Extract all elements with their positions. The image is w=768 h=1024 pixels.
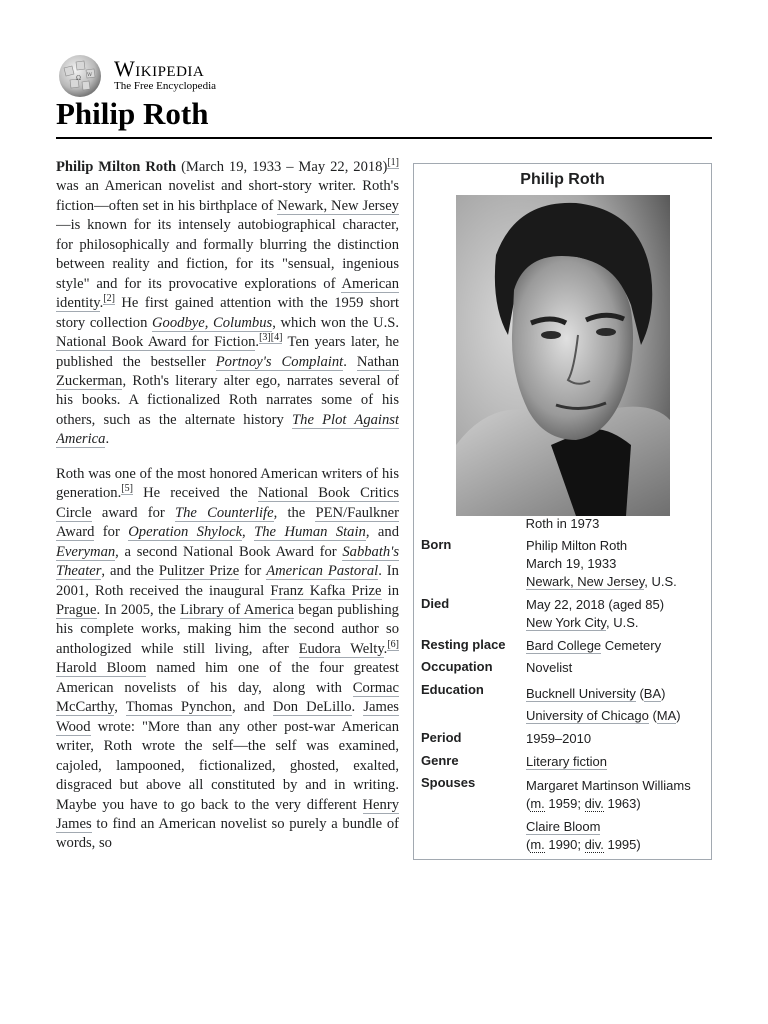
text-span: , U.S. [605,615,639,630]
subject-name: Philip Milton Roth [56,159,177,175]
text-span: . In 2001, Roth received the inaugural [56,563,399,599]
infobox-title: Philip Roth [520,171,605,188]
spouse-2-name [526,818,706,836]
row-education [421,682,706,728]
link-harold-bloom[interactable]: Harold Bloom [56,660,147,677]
link-ba[interactable]: BA [643,686,662,701]
link-bard-college[interactable]: Bard College [526,638,602,653]
label-spouses: Spouses [421,775,476,790]
link-james-wood[interactable]: James Wood [56,699,399,735]
link-died-place[interactable]: New York City [526,615,606,630]
ref-4[interactable] [271,332,283,344]
wikipedia-tagline: The Free Encyclopedia [114,80,217,92]
label-died: Died [421,596,450,611]
text-span: was an American novelist and short-story writer. Roth's fiction—often set in his birthplace of [56,178,399,214]
ref-link[interactable]: [5] [121,483,133,495]
text-span: 1990 [548,837,578,852]
row-genre [421,753,706,773]
link-the-counterlife[interactable]: The Counterlife [174,504,274,521]
died-date: May 22, 2018 (aged 85) [526,597,665,612]
link-born-place[interactable]: Newark, New Jersey [526,574,645,589]
svg-text:W: W [87,72,93,78]
text-span: named him one of the four greatest American novelists of his day, along with [56,660,399,696]
text-span: He first gained attention with the 1959 short story collection [56,295,399,331]
ref-2[interactable] [103,293,115,305]
ref-5[interactable] [121,483,133,495]
ref-6[interactable] [387,639,399,651]
link-newark[interactable]: Newark, New Jersey [277,197,399,214]
died-place [526,614,706,632]
link-cormac-mccarthy[interactable]: Cormac McCarthy [56,679,399,716]
link-nathan-zuckerman[interactable]: Nathan Zuckerman [56,353,399,389]
article-body [56,158,399,874]
svg-text:Ω: Ω [76,75,81,82]
text-span: (March 19, 1933 – May 22, 2018) [176,159,388,175]
text-span: , and [365,524,399,541]
link-goodbye-columbus[interactable]: Goodbye, Columbus [152,314,273,331]
abbr-married: m. [530,837,545,852]
born-place [526,573,706,591]
label-resting-place: Resting place [421,637,506,652]
row-period [421,730,706,750]
link-pen-faulkner[interactable]: PEN/Faulkner Award [56,504,399,541]
value-genre [526,753,706,771]
link-sabbaths-theater[interactable]: Sabbath's Theater [56,543,399,580]
label-period: Period [421,730,462,745]
text-span: . In 2005, the [96,601,181,618]
abbr-divorced: div. [584,796,604,811]
label-genre: Genre [421,753,459,768]
link-eudora-welty[interactable]: Eudora Welty [298,640,384,657]
row-born [421,537,706,593]
text-span: , and [231,699,273,716]
label-education: Education [421,682,484,697]
row-died [421,596,706,634]
text-span: . [383,640,388,657]
row-resting-place [421,637,706,657]
ref-3[interactable] [259,332,271,344]
born-date: March 19, 1933 [526,556,617,571]
spouse-1-name: Margaret Martinson Williams [526,778,691,793]
label-occupation: Occupation [421,659,493,674]
wikipedia-globe-logo[interactable] [56,54,104,98]
link-don-delillo[interactable]: Don DeLillo [272,699,352,716]
page-title: Philip Roth [56,96,209,131]
value-born [526,537,706,591]
link-thomas-pynchon[interactable]: Thomas Pynchon [125,699,232,716]
link-bucknell[interactable]: Bucknell University [526,686,636,701]
text-span: in [381,582,399,599]
text-span: for [239,563,267,580]
link-claire-bloom[interactable]: Claire Bloom [526,819,601,834]
text-span: for [94,524,129,541]
education-2: University of Chicago (MA) [526,708,681,723]
value-spouses [526,777,706,854]
text-span: , [242,524,255,541]
text-span: , and the [101,563,159,580]
text-span: , Roth's literary alter ego, narrates several of his books. A fictionalized Roth narrates some of his others, such as the alternate history [56,372,399,428]
label-born: Born [421,537,452,552]
infobox [413,163,712,860]
text-span: award for [91,504,175,521]
text-span: . [255,334,260,351]
text-span: began publishing his complete works, making him the second author so anthologized while still living, after [56,601,399,657]
born-name: Philip Milton Roth [526,538,628,553]
link-plot-against-america[interactable]: The Plot Against America [56,411,399,448]
ref-link[interactable]: [4] [270,332,283,344]
text-span: —is known for its intensely autobiographical character, for philosophically and formally blurring the distinction between reality and fiction, for its "sensual, ingenious style" and for its provocative explorations of [56,217,399,292]
text-span: 1995 [607,837,637,852]
text-span: . [343,353,357,370]
link-national-book-award[interactable]: National Book Award for Fiction [56,334,256,351]
wikipedia-wordmark[interactable]: Wikipedia [114,56,205,81]
photo-caption: Roth in 1973 [525,516,600,531]
abbr-married: m. [530,796,545,811]
spouse-2-dates: (m. 1990; div. 1995) [526,837,641,852]
text-span: 1959 [548,796,578,811]
link-portnoys-complaint[interactable]: Portnoy's Complaint [215,353,344,370]
row-occupation [421,659,706,679]
value-education [526,683,706,727]
ref-link[interactable]: [1] [387,158,399,168]
abbr-divorced: div. [584,837,604,852]
text-span: , the [273,504,316,521]
link-american-identity[interactable]: American identity [56,275,399,312]
text-span: . [351,699,364,716]
text-span: wrote: "More than any other post-war American writer, Roth wrote the self—the self was examined, cajoled, lampooned, fictionalized, ghosted, exalted, disgraced but above all constituted by and in writing. Maybe you have to go back to the very different [56,718,399,813]
value-resting-place [526,637,706,655]
education-1: Bucknell University (BA) [526,686,666,701]
link-prague[interactable]: Prague [56,601,97,618]
text-span: , [114,699,126,716]
link-american-pastoral[interactable]: American Pastoral [266,563,379,580]
text-span: He received the [132,485,258,502]
text-span: . [105,431,110,448]
link-operation-shylock[interactable]: Operation Shylock [128,524,243,541]
value-period: 1959–2010 [526,731,592,746]
link-everyman[interactable]: Everyman [56,543,116,560]
ref-link[interactable]: [6] [387,638,399,650]
text-span: Roth was one of the most honored American writers of his generation. [56,465,399,502]
text-span: Ten years later, he published the bestseller [56,334,399,370]
row-spouses [421,775,706,855]
text-span: . [99,295,104,312]
spouse-1-dates: (m. 1959; div. 1963) [526,796,641,811]
title-divider [56,137,712,139]
text-span: , U.S. [644,574,677,589]
value-died [526,596,706,632]
value-occupation: Novelist [526,660,573,675]
honors-paragraph [56,465,399,854]
link-the-human-stain[interactable]: The Human Stain [254,524,366,541]
link-uchicago[interactable]: University of Chicago [526,708,649,723]
text-span: 1963 [607,796,637,811]
ref-link[interactable]: [2] [103,293,115,305]
link-franz-kafka-prize[interactable]: Franz Kafka Prize [270,582,382,599]
portrait-photo[interactable] [456,195,670,516]
text-span: , which won the U.S. [272,314,399,331]
text-span: Cemetery [601,638,662,653]
link-library-of-america[interactable]: Library of America [180,601,294,618]
text-span: , a second National Book Award for [115,543,343,560]
ref-link[interactable]: [3] [259,332,271,344]
link-literary-fiction[interactable]: Literary fiction [526,754,607,769]
link-ma[interactable]: MA [656,708,677,723]
link-nbcc[interactable]: National Book Critics Circle [56,485,399,521]
text-span: to find an American novelist so purely a bundle of words, so [56,815,399,852]
link-pulitzer-prize[interactable]: Pulitzer Prize [158,563,240,580]
site-header [56,54,356,98]
intro-paragraph [56,158,399,450]
link-henry-james[interactable]: Henry James [56,796,399,832]
ref-1[interactable] [387,158,399,169]
